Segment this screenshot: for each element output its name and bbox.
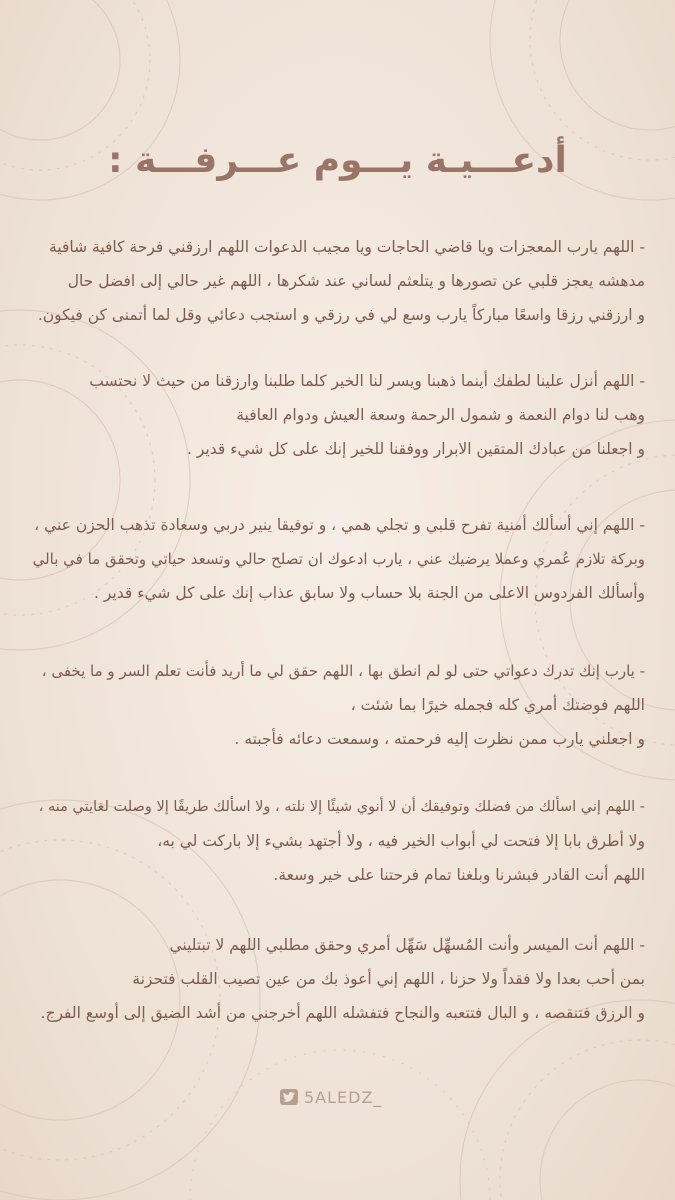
dua-line: - اللهم أنت الميسر وأنت المُسهِّل سَهِّل أمري وحقق مطلبي اللهم لا تبتليني [169, 936, 645, 954]
dua-line: - اللهم يارب المعجزات ويا قاضي الحاجات ويا مجيب الدعوات اللهم ارزقني فرحة كافية شافية [48, 238, 645, 256]
twitter-icon [280, 1089, 298, 1105]
dua-line: وبركة تلازم عُمري وعملا يرضيك عني ، يارب ادعوك ان تصلح حالي وتسعد حياتي وتحقق ما في بالي [32, 550, 645, 568]
dua-line: - اللهم إني اسألك من فضلك وتوفيقك أن لا أنوي شيئًا إلا نلته ، ولا اسألك طريقًا إلا وصلت لغايتي منه ، [38, 799, 645, 815]
dua-line: - يارب إنك تدرك دعواتي حتى لو لم انطق بها ، اللهم حقق لي ما أريد فأنت تعلم السر و ما يخفى ، [41, 662, 645, 680]
dua-paragraph-4 [25, 654, 645, 756]
twitter-handle[interactable] [280, 1084, 382, 1110]
dua-paragraph-6 [25, 928, 645, 1030]
dua-line: و الرزق فتنقصه ، و البال فتتعبه والنجاح فتفشله اللهم أخرجني من أشد الضيق إلى أوسع الفرج. [40, 1004, 645, 1022]
dua-line: و ارزقني رزقا واسعًا مباركاً يارب وسع لي في رزقي و استجب دعائي وقل لما أتمنى كن فيكون. [37, 306, 645, 324]
dua-line: اللهم أنت القادر فبشرنا وبلغنا تمام فرحتنا على خير وسعة. [273, 866, 645, 884]
dua-line: و اجعلنا من عبادك المتقين الابرار ووفقنا للخير إنك على كل شيء قدير . [187, 440, 645, 458]
dua-paragraph-5 [25, 790, 645, 892]
dua-line: وهب لنا دوام النعمة و شمول الرحمة وسعة العيش ودوام العافية [236, 406, 645, 424]
dua-paragraph-1 [25, 230, 645, 332]
dua-line: - اللهم أنزل علينا لطفك أينما ذهبنا ويسر لنا الخير كلما طلبنا وارزقنا من حيث لا نحتسب [89, 372, 645, 390]
dua-line: مدهشه يعجز قلبي عن تصورها و يتلعثم لساني عند شكرها ، اللهم غير حالي إلى افضل حال [67, 272, 645, 290]
handle-text: 5ALEDZ_ [304, 1087, 383, 1107]
dua-paragraph-3 [25, 508, 645, 610]
dua-line: ولا أطرق بابا إلا فتحت لي أبواب الخير فيه ، ولا أجتهد بشيء إلا باركت لي به، [157, 832, 645, 850]
dua-line: بمن أحب بعدا ولا فقداً ولا حزنا ، اللهم إني أعوذ بك من عين تصيب القلب فتحزنة [132, 970, 645, 988]
dua-paragraph-2 [25, 364, 645, 466]
page-title: أدعـــيـة يـــوم عـــرفـــة : [108, 140, 567, 181]
dua-line: وأسألك الفردوس الاعلى من الجنة بلا حساب ولا سابق عذاب إنك على كل شيء قدير . [94, 584, 645, 602]
dua-line: - اللهم إني أسألك أمنية تفرح قلبي و تجلي همي ، و توفيقا ينير دربي وسعادة تذهب الحزن عني ، [34, 516, 645, 534]
dua-line: و اجعلني يارب ممن نظرت إليه فرحمته ، وسمعت دعائه فأجبته . [234, 730, 645, 748]
dua-line: اللهم فوضتك أمري كله فجمله خيرًا بما شئت ، [350, 696, 645, 714]
